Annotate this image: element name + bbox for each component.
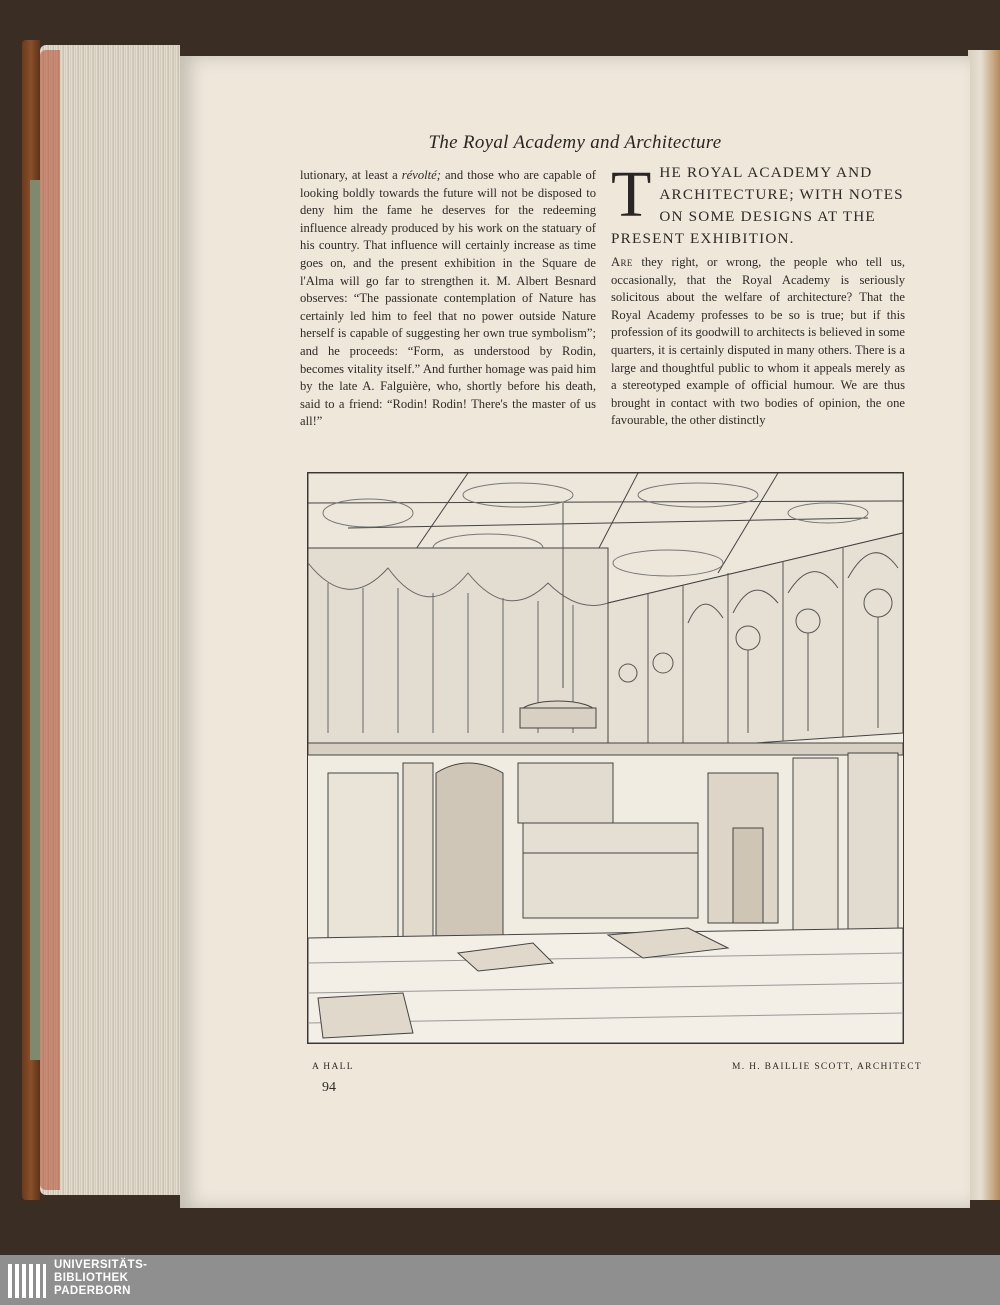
page-stack-edge <box>40 45 180 1195</box>
library-logo-text <box>54 1259 147 1298</box>
logo-line: PADERBORN <box>54 1285 131 1297</box>
logo-line: BIBLIOTHEK <box>54 1272 129 1284</box>
page-number: 94 <box>322 1080 336 1095</box>
drop-cap: T <box>611 158 652 231</box>
heading-line: PRESENT EXHIBITION. <box>611 230 795 247</box>
figure-caption-architect: M. H. BAILLIE SCOTT, ARCHITECT <box>732 1062 923 1072</box>
left-text-rest: and those who are capable of looking boldly towards the future will not be disposed to deny him the fame he deserves for the redeeming influence already produced by his work on the statuary of his country. That influence will certainly increase as time goes on, and the present exhibition in the Square de l'Alma will go far to strengthen it. M. Albert Besnard observes: “The passionate contemplation of Nature has certainly led him to feel that no power outside Nature herself is capable of suggesting her own true symbolism”; and he proceeds: “Form, as understood by Rodin, becomes vitality itself.” And further homage was paid him by the late A. Falguière, who, shortly before his death, said to a friend: “Rodin! Rodin! There's the master of us all!” <box>300 168 596 429</box>
right-column <box>611 158 905 430</box>
library-footer-bar <box>0 1255 1000 1305</box>
left-column <box>300 167 596 431</box>
library-logo-icon <box>6 1261 48 1301</box>
facing-page-edge <box>968 50 1000 1200</box>
heading-line: ARCHITECTURE; WITH NOTES <box>659 186 904 203</box>
heading-line: HE ROYAL ACADEMY AND <box>659 164 873 181</box>
left-text-italic: révolté; <box>401 168 441 182</box>
running-head: The Royal Academy and Architecture <box>428 132 722 153</box>
article-body <box>611 254 905 430</box>
hall-illustration <box>307 472 904 1044</box>
figure-caption-title: A HALL <box>312 1062 354 1072</box>
page-edge-tint <box>40 50 60 1190</box>
body-text: they right, or wrong, the people who tell us, occasionally, that the Royal Academy is seriously solicitous about the welfare of architecture? That the Royal Academy professes to be so is true; but if this profession of its goodwill to architects is believed in some quarters, it is certainly disputed in many others. There is a large and thoughtful public to whom it appeals merely as a stereotyped example of official humour. We are thus brought in contact with two bodies of opinion, the one favourable, the other distinctly <box>611 255 905 428</box>
heading-line: ON SOME DESIGNS AT THE <box>659 208 876 225</box>
article-heading <box>611 158 905 250</box>
lead-word: Are <box>611 255 633 269</box>
logo-line: UNIVERSITÄTS- <box>54 1259 148 1271</box>
left-text-start: lutionary, at least a <box>300 168 402 182</box>
